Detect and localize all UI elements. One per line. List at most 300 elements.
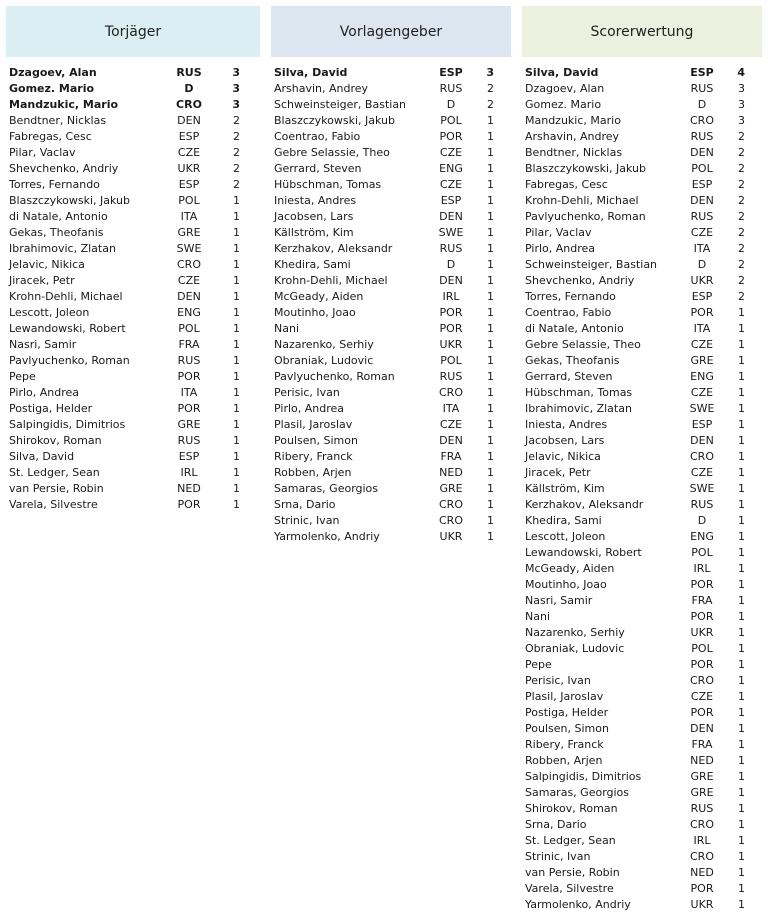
player-name: Yarmolenko, Andriy	[274, 530, 380, 543]
country-code: POR	[177, 498, 201, 511]
player-name: Gekas, Theofanis	[9, 226, 104, 239]
player-name: Obraniak, Ludovic	[525, 642, 625, 655]
score-value: 1	[487, 194, 494, 207]
list-item	[6, 81, 260, 97]
list-item	[522, 129, 762, 145]
score-value: 1	[738, 354, 745, 367]
score-value: 1	[738, 594, 745, 607]
country-code: POR	[690, 578, 714, 591]
list-item	[271, 401, 511, 417]
list-item	[522, 545, 762, 561]
country-code: ENG	[439, 162, 463, 175]
country-code: DEN	[690, 194, 714, 207]
score-value: 1	[738, 706, 745, 719]
score-value: 1	[738, 370, 745, 383]
score-value: 1	[233, 210, 240, 223]
country-code: CZE	[439, 146, 463, 159]
player-name: Gerrard, Steven	[525, 370, 613, 383]
score-value: 1	[738, 674, 745, 687]
player-name: Pilar, Vaclav	[525, 226, 592, 239]
country-code: ESP	[178, 450, 200, 463]
score-value: 1	[487, 370, 494, 383]
country-code: UKR	[690, 626, 714, 639]
list-item	[271, 417, 511, 433]
country-code: DEN	[690, 434, 714, 447]
player-name: Källström, Kim	[525, 482, 605, 495]
country-code: CZE	[177, 274, 201, 287]
score-value: 1	[487, 290, 494, 303]
list-item	[522, 785, 762, 801]
country-code: RUS	[690, 82, 714, 95]
score-value: 1	[233, 386, 240, 399]
player-name: Srna, Dario	[525, 818, 587, 831]
torjaeger-panel	[6, 6, 260, 513]
country-code: IRL	[693, 562, 711, 575]
list-item	[522, 97, 762, 113]
list-item	[271, 337, 511, 353]
score-value: 1	[738, 690, 745, 703]
country-code: DEN	[439, 274, 463, 287]
list-item	[271, 449, 511, 465]
country-code: DEN	[177, 290, 201, 303]
player-name: Coentrao, Fabio	[525, 306, 612, 319]
score-value: 1	[233, 306, 240, 319]
list-item	[522, 561, 762, 577]
country-code: NED	[177, 482, 201, 495]
player-name: Jacobsen, Lars	[274, 210, 354, 223]
list-item	[271, 209, 511, 225]
score-value: 1	[738, 658, 745, 671]
player-name: Robben, Arjen	[525, 754, 603, 767]
score-value: 2	[233, 178, 240, 191]
player-name: Dzagoev, Alan	[9, 66, 97, 79]
score-value: 1	[487, 402, 494, 415]
score-value: 1	[233, 466, 240, 479]
list-item	[6, 353, 260, 369]
score-value: 1	[487, 274, 494, 287]
score-value: 1	[487, 258, 494, 271]
player-name: Lewandowski, Robert	[525, 546, 642, 559]
list-item	[6, 497, 260, 513]
score-value: 1	[738, 322, 745, 335]
list-item	[522, 385, 762, 401]
score-value: 1	[738, 466, 745, 479]
country-code: CRO	[439, 514, 463, 527]
player-name: Varela, Silvestre	[525, 882, 614, 895]
list-item	[522, 529, 762, 545]
player-name: St. Ledger, Sean	[525, 834, 616, 847]
player-name: Dzagoev, Alan	[525, 82, 605, 95]
country-code: D	[446, 258, 456, 271]
score-value: 1	[487, 178, 494, 191]
country-code: CRO	[176, 98, 202, 111]
score-value: 1	[487, 466, 494, 479]
country-code: CRO	[439, 498, 463, 511]
score-value: 1	[233, 498, 240, 511]
list-item	[6, 433, 260, 449]
score-value: 1	[233, 418, 240, 431]
score-value: 1	[738, 626, 745, 639]
score-value: 1	[233, 242, 240, 255]
player-name: Lewandowski, Robert	[9, 322, 126, 335]
player-name: Blaszczykowski, Jakub	[9, 194, 131, 207]
country-code: UKR	[690, 274, 714, 287]
player-name: Arshavin, Andrey	[274, 82, 369, 95]
list-item	[6, 337, 260, 353]
list-item	[271, 225, 511, 241]
scorerwertung-panel	[522, 6, 762, 913]
score-value: 1	[487, 146, 494, 159]
player-name: Jacobsen, Lars	[525, 434, 605, 447]
country-code: CRO	[690, 674, 714, 687]
score-value: 1	[487, 450, 494, 463]
country-code: CZE	[439, 178, 463, 191]
score-value: 1	[738, 562, 745, 575]
list-item	[522, 145, 762, 161]
player-name: Schweinsteiger, Bastian	[525, 258, 658, 271]
country-code: CRO	[439, 386, 463, 399]
player-name: Blaszczykowski, Jakub	[525, 162, 647, 175]
player-list	[271, 65, 511, 545]
score-value: 1	[233, 194, 240, 207]
player-name: Blaszczykowski, Jakub	[274, 114, 396, 127]
country-code: CRO	[690, 450, 714, 463]
score-value: 3	[738, 82, 745, 95]
score-value: 1	[487, 482, 494, 495]
score-value: 1	[233, 290, 240, 303]
player-name: Fabregas, Cesc	[525, 178, 608, 191]
country-code: RUS	[176, 66, 202, 79]
player-name: Postiga, Helder	[525, 706, 609, 719]
player-name: di Natale, Antonio	[525, 322, 624, 335]
country-code: NED	[690, 754, 714, 767]
player-name: Obraniak, Ludovic	[274, 354, 374, 367]
score-value: 1	[233, 338, 240, 351]
list-item	[522, 513, 762, 529]
list-item	[271, 257, 511, 273]
country-code: ENG	[690, 370, 714, 383]
list-item	[522, 481, 762, 497]
country-code: POL	[691, 642, 713, 655]
score-value: 1	[738, 738, 745, 751]
score-value: 2	[487, 98, 494, 111]
list-item	[6, 113, 260, 129]
score-value: 1	[738, 722, 745, 735]
player-name: Ibrahimovic, Zlatan	[9, 242, 116, 255]
score-value: 1	[487, 162, 494, 175]
list-item	[271, 241, 511, 257]
country-code: POR	[439, 306, 463, 319]
list-item	[271, 113, 511, 129]
score-value: 1	[738, 530, 745, 543]
player-name: St. Ledger, Sean	[9, 466, 100, 479]
player-name: Shirokov, Roman	[525, 802, 618, 815]
player-name: Strinic, Ivan	[525, 850, 591, 863]
list-item	[271, 193, 511, 209]
player-name: Samaras, Georgios	[525, 786, 630, 799]
country-code: FRA	[440, 450, 462, 463]
list-item	[271, 65, 511, 81]
country-code: DEN	[177, 114, 201, 127]
list-item	[271, 145, 511, 161]
country-code: RUS	[439, 242, 463, 255]
score-value: 1	[233, 450, 240, 463]
country-code: ESP	[690, 66, 714, 79]
player-name: Silva, David	[525, 66, 599, 79]
score-value: 1	[738, 898, 745, 911]
score-value: 2	[738, 178, 745, 191]
panel-title: Torjäger	[6, 6, 260, 57]
list-item	[522, 321, 762, 337]
player-name: Silva, David	[274, 66, 348, 79]
list-item	[522, 305, 762, 321]
list-item	[6, 321, 260, 337]
player-name: Bendtner, Nicklas	[9, 114, 107, 127]
country-code: NED	[690, 866, 714, 879]
player-name: Pavlyuchenko, Roman	[274, 370, 395, 383]
player-name: Salpingidis, Dimitrios	[525, 770, 642, 783]
country-code: POR	[690, 658, 714, 671]
country-code: ESP	[691, 178, 713, 191]
player-name: Gomez. Mario	[9, 82, 95, 95]
list-item	[522, 369, 762, 385]
country-code: POR	[690, 882, 714, 895]
list-item	[522, 849, 762, 865]
player-name: Schweinsteiger, Bastian	[274, 98, 407, 111]
list-item	[271, 353, 511, 369]
player-name: Nazarenko, Serhiy	[525, 626, 625, 639]
score-value: 1	[487, 226, 494, 239]
score-value: 1	[487, 306, 494, 319]
country-code: ITA	[180, 210, 198, 223]
player-name: Nani	[525, 610, 550, 623]
player-name: Hübschman, Tomas	[525, 386, 633, 399]
country-code: CRO	[177, 258, 201, 271]
player-name: van Persie, Robin	[525, 866, 620, 879]
player-name: Yarmolenko, Andriy	[525, 898, 631, 911]
country-code: ITA	[180, 386, 198, 399]
list-item	[522, 161, 762, 177]
country-code: ITA	[442, 402, 460, 415]
list-item	[6, 257, 260, 273]
player-name: Pilar, Vaclav	[9, 146, 76, 159]
player-name: Bendtner, Nicklas	[525, 146, 623, 159]
score-value: 1	[233, 402, 240, 415]
score-value: 1	[738, 866, 745, 879]
player-name: Gekas, Theofanis	[525, 354, 620, 367]
list-item	[522, 337, 762, 353]
country-code: POR	[439, 130, 463, 143]
player-name: Jelavic, Nikica	[9, 258, 85, 271]
country-code: POL	[440, 354, 462, 367]
player-name: Gebre Selassie, Theo	[274, 146, 390, 159]
list-item	[6, 449, 260, 465]
score-value: 1	[487, 418, 494, 431]
score-value: 1	[487, 322, 494, 335]
score-value: 2	[738, 290, 745, 303]
country-code: FRA	[178, 338, 200, 351]
player-name: Plasil, Jaroslav	[274, 418, 353, 431]
country-code: ESP	[440, 194, 462, 207]
list-item	[522, 657, 762, 673]
player-name: Nazarenko, Serhiy	[274, 338, 374, 351]
score-value: 1	[487, 354, 494, 367]
player-name: Postiga, Helder	[9, 402, 93, 415]
score-value: 1	[738, 786, 745, 799]
list-item	[271, 513, 511, 529]
list-item	[271, 529, 511, 545]
list-item	[522, 65, 762, 81]
list-item	[6, 129, 260, 145]
country-code: CRO	[690, 818, 714, 831]
country-code: CRO	[690, 114, 714, 127]
country-code: IRL	[693, 834, 711, 847]
country-code: IRL	[442, 290, 460, 303]
score-value: 1	[738, 610, 745, 623]
list-item	[6, 417, 260, 433]
player-name: McGeady, Aiden	[525, 562, 615, 575]
list-item	[6, 289, 260, 305]
country-code: DEN	[690, 146, 714, 159]
list-item	[271, 465, 511, 481]
player-name: Ibrahimovic, Zlatan	[525, 402, 632, 415]
list-item	[271, 161, 511, 177]
player-name: Perisic, Ivan	[274, 386, 340, 399]
score-value: 1	[738, 402, 745, 415]
list-item	[6, 209, 260, 225]
list-item	[6, 465, 260, 481]
list-item	[6, 241, 260, 257]
score-value: 3	[232, 66, 240, 79]
country-code: ITA	[693, 322, 711, 335]
country-code: RUS	[690, 210, 714, 223]
score-value: 1	[233, 258, 240, 271]
country-code: UKR	[177, 162, 201, 175]
country-code: D	[697, 514, 707, 527]
list-item	[271, 81, 511, 97]
player-name: Poulsen, Simon	[525, 722, 609, 735]
player-name: Gomez. Mario	[525, 98, 602, 111]
player-name: Pirlo, Andrea	[274, 402, 345, 415]
player-name: Jelavic, Nikica	[525, 450, 601, 463]
country-code: ESP	[178, 178, 200, 191]
country-code: UKR	[690, 898, 714, 911]
player-name: Nasri, Samir	[525, 594, 593, 607]
player-name: Pirlo, Andrea	[525, 242, 596, 255]
score-value: 3	[232, 98, 240, 111]
country-code: CZE	[690, 226, 714, 239]
country-code: CZE	[177, 146, 201, 159]
country-code: POR	[690, 706, 714, 719]
player-name: Ribery, Franck	[274, 450, 353, 463]
player-name: Plasil, Jaroslav	[525, 690, 604, 703]
list-item	[6, 305, 260, 321]
country-code: CZE	[439, 418, 463, 431]
player-list	[6, 65, 260, 513]
score-value: 1	[738, 834, 745, 847]
score-value: 2	[233, 146, 240, 159]
player-name: Moutinho, Joao	[274, 306, 356, 319]
country-code: CRO	[690, 850, 714, 863]
score-value: 1	[738, 498, 745, 511]
country-code: RUS	[690, 802, 714, 815]
score-value: 2	[738, 274, 745, 287]
panel-title: Scorerwertung	[522, 6, 762, 57]
score-value: 3	[738, 114, 745, 127]
country-code: RUS	[439, 82, 463, 95]
country-code: GRE	[690, 770, 714, 783]
score-value: 1	[233, 434, 240, 447]
player-name: Hübschman, Tomas	[274, 178, 382, 191]
score-value: 1	[487, 210, 494, 223]
player-name: Iniesta, Andres	[274, 194, 357, 207]
country-code: ITA	[693, 242, 711, 255]
player-name: Robben, Arjen	[274, 466, 352, 479]
score-value: 1	[738, 306, 745, 319]
player-name: Poulsen, Simon	[274, 434, 358, 447]
country-code: DEN	[690, 722, 714, 735]
player-name: Silva, David	[9, 450, 75, 463]
score-value: 1	[738, 754, 745, 767]
list-item	[522, 193, 762, 209]
player-name: Nasri, Samir	[9, 338, 77, 351]
player-name: Kerzhakov, Aleksandr	[274, 242, 393, 255]
country-code: POR	[177, 402, 201, 415]
score-value: 1	[487, 498, 494, 511]
country-code: CZE	[690, 386, 714, 399]
list-item	[271, 305, 511, 321]
country-code: RUS	[690, 130, 714, 143]
country-code: D	[697, 258, 707, 271]
player-name: Perisic, Ivan	[525, 674, 591, 687]
country-code: SWE	[176, 242, 202, 255]
player-name: Varela, Silvestre	[9, 498, 98, 511]
list-item	[271, 289, 511, 305]
country-code: RUS	[177, 434, 201, 447]
list-item	[522, 417, 762, 433]
list-item	[6, 97, 260, 113]
score-value: 1	[487, 514, 494, 527]
list-item	[522, 433, 762, 449]
list-item	[522, 673, 762, 689]
country-code: ESP	[691, 290, 713, 303]
country-code: DEN	[439, 210, 463, 223]
country-code: ESP	[178, 130, 200, 143]
panel-title: Vorlagengeber	[271, 6, 511, 57]
score-value: 1	[487, 130, 494, 143]
player-name: van Persie, Robin	[9, 482, 104, 495]
list-item	[271, 273, 511, 289]
list-item	[522, 577, 762, 593]
player-name: Jiracek, Petr	[9, 274, 75, 287]
score-value: 1	[738, 770, 745, 783]
player-name: Torres, Fernando	[9, 178, 100, 191]
score-value: 1	[738, 818, 745, 831]
country-code: D	[446, 98, 456, 111]
player-name: Moutinho, Joao	[525, 578, 607, 591]
list-item	[6, 145, 260, 161]
score-value: 1	[487, 530, 494, 543]
list-item	[522, 593, 762, 609]
score-value: 1	[233, 322, 240, 335]
list-item	[522, 465, 762, 481]
country-code: FRA	[691, 594, 713, 607]
score-value: 2	[738, 130, 745, 143]
list-item	[522, 897, 762, 913]
player-name: Mandzukic, Mario	[9, 98, 119, 111]
score-value: 2	[233, 114, 240, 127]
player-name: Shevchenko, Andriy	[525, 274, 635, 287]
